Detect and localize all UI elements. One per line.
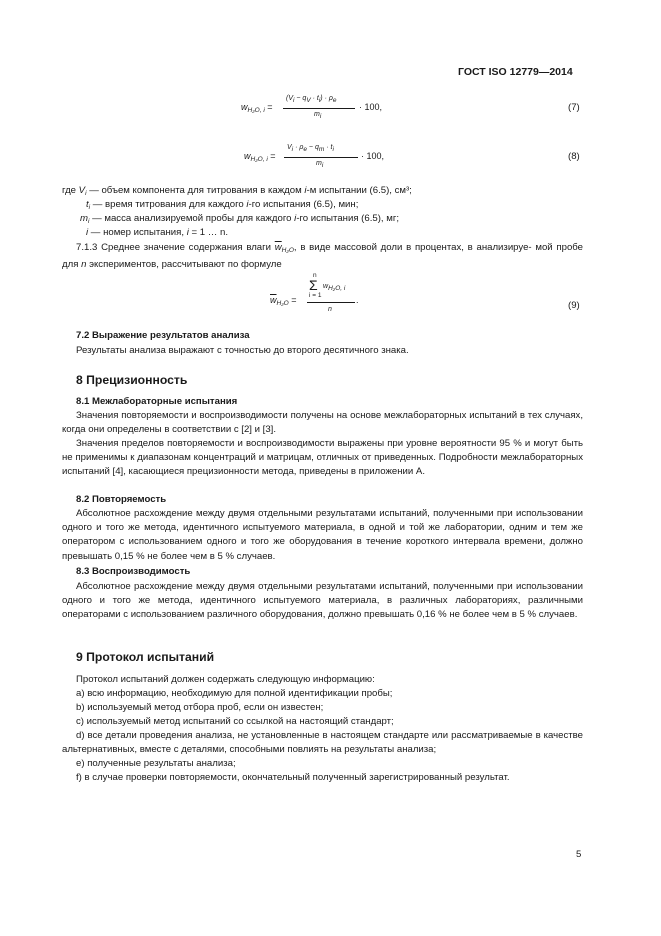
paragraph-9-intro: Протокол испытаний должен содержать следующую информацию: [76,674,375,685]
eq7-fraction-bar [283,108,355,109]
eq7-tail: · 100, [359,102,383,112]
eq9-sum-top: n [313,272,317,279]
eq8-tail: · 100, [361,151,385,161]
heading-8-3: 8.3 Воспроизводимость [76,566,191,577]
list-item: a) всю информацию, необходимую для полной идентификации пробы; [76,688,393,699]
eq9-sum-term: wH₂O, i [323,283,346,292]
heading-7-2: 7.2 Выражение результатов анализа [76,330,250,341]
list-item: b) используемый метод отбора проб, если он известен; [76,702,324,713]
definition-v: где $V_i$ — объем компонента для титрования в каждом i-м испытании (6.5), см³; [62,185,412,197]
sigma-icon: Σ [309,277,318,293]
paragraph-8-1-a: Значения повторяемости и воспроизводимости получены на основе межлабораторных испытаний в тех случаях, когда они определены в соответствии с [2] и [3]. [62,410,583,436]
heading-9: 9 Протокол испытаний [76,650,215,664]
eq9-lhs: $\overline{w}_{H_2O}$ = [270,295,297,307]
eq7-numerator: (Vi − qV · ti) · ρe [286,95,337,104]
eq9-tail: . [356,295,359,305]
paragraph-8-3: Абсолютное расхождение между двумя отдельными результатами испытаний, полученными при использовании одного и того же метода, идентичного испытуемого материала, в различных лабораториях, различными операторами с использованием различного оборудования, должно превышать 0,16 % не более чем в 5 % случаев. [62,581,583,621]
heading-8-2: 8.2 Повторяемость [76,494,167,505]
eq9-number: (9) [568,300,580,311]
paragraph-7-2: Результаты анализа выражают с точностью до второго десятичного знака. [76,345,409,356]
list-item: c) используемый метод испытаний со ссылкой на настоящий стандарт; [76,716,394,727]
eq8-lhs: $w_{H_2O, i}$ = [244,151,276,163]
heading-8-1: 8.1 Межлабораторные испытания [76,396,238,407]
heading-8: 8 Прецизионность [76,373,188,387]
eq7-number: (7) [568,102,580,113]
eq7-lhs: $w_{H_2O, i}$ = [241,102,273,114]
eq9-fraction-bar [307,302,355,303]
paragraph-8-2: Абсолютное расхождение между двумя отдельными результатами испытаний, полученными при использовании одного и того же метода, идентичного испытуемого материала, в одной и той же лаборатории, одним и тем же оператором с использованием одного и того же оборудования в течение короткого интервала времени, должно превышать 0,15 % не более чем в 5 % случаев. [62,508,583,562]
definition-t: $t_i$ — время титрования для каждого i-го испытания (6.5), мин; [86,199,359,211]
paragraph-8-1-b: Значения пределов повторяемости и воспроизводимости выражены при уровне вероятности 95 % и могут быть не применимы к диапазонам концентраций и матрицам, отличных от приведенных. Подробности межлабораторных испытаний [4], касающиеся прецизионности метода, приведены в приложении А. [62,438,583,478]
eq8-number: (8) [568,151,580,162]
definition-m: $m_i$ — масса анализируемой пробы для каждого i-го испытания (6.5), мг; [80,213,400,225]
eq9-sum-bottom: i = 1 [309,292,322,299]
definition-i: i — номер испытания, i = 1 … n. [86,227,229,238]
eq8-numerator: Vi · ρe − qm · ti [287,144,334,153]
list-item: e) полученные результаты анализа; [76,758,236,769]
list-item: d) все детали проведения анализа, не установленные в настоящем стандарте или рассматриваемые в качестве альтернативных, вместе с деталями, способными повлиять на результаты анализа; [62,730,583,756]
eq7-denominator: mi [314,111,322,120]
standard-header: ГОСТ ISO 12779—2014 [458,66,573,78]
paragraph-7-1-3: 7.1.3 Среднее значение содержания влаги $\overline{w}_{H_2O}$, в виде массовой доли в процентах, в анализируе- мой пробе для n экспериментов, рассчитывают по формуле [62,242,583,271]
eq9-denominator: n [328,306,332,313]
eq8-denominator: mi [316,160,324,169]
list-item: f) в случае проверки повторяемости, окончательный полученный зарегистрированный результат. [76,772,510,783]
eq8-fraction-bar [284,157,358,158]
page-number: 5 [576,849,582,860]
